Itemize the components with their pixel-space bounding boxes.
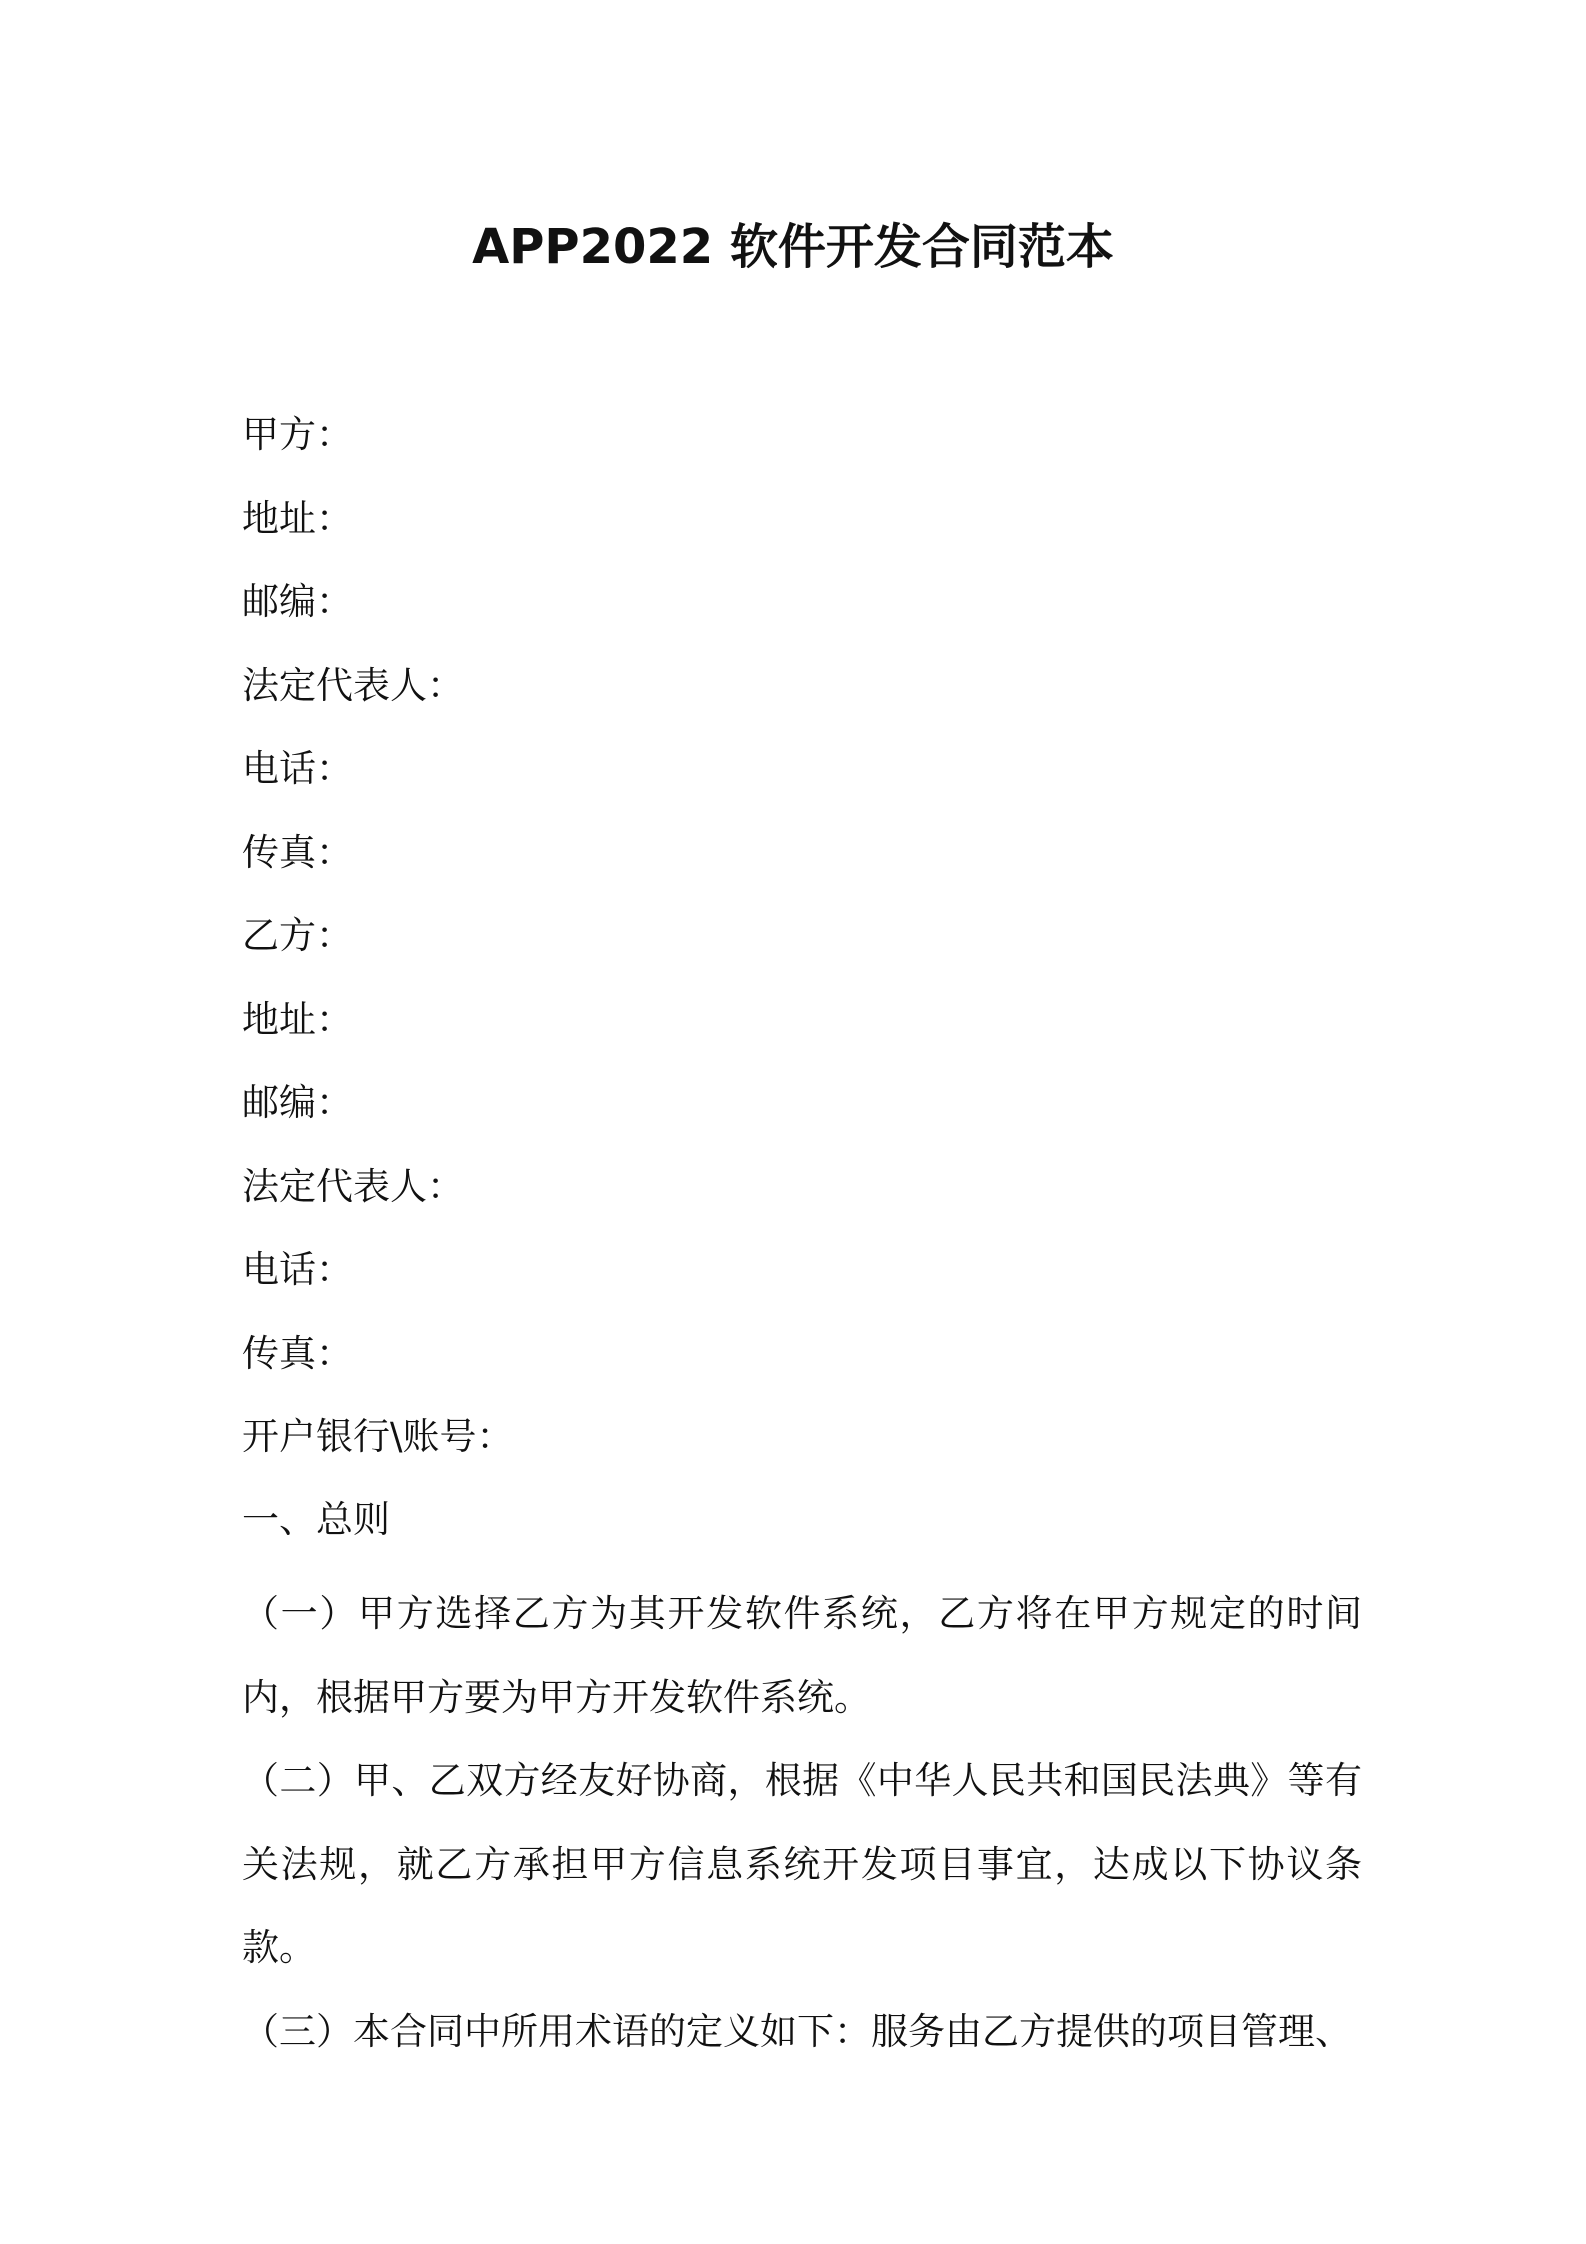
field-bank-account-b: 开户银行\账号： xyxy=(242,1415,514,1458)
field-address-b: 地址： xyxy=(242,997,353,1041)
document-body xyxy=(242,1572,1362,2073)
field-postcode-b: 邮编： xyxy=(242,1081,353,1124)
field-address-a: 地址： xyxy=(242,496,353,540)
field-party-b: 乙方： xyxy=(242,914,353,957)
paragraph-2: （二）甲、乙双方经友好协商，根据《中华人民共和国民法典》等有关法规，就乙方承担甲方信息系统开发项目事宜，达成以下协议条款。 xyxy=(242,1759,1362,1969)
field-fax-b: 传真： xyxy=(242,1331,353,1375)
party-info-list xyxy=(242,403,1392,1489)
section-heading-general: 一、总则 xyxy=(242,1498,390,1541)
field-fax-a: 传真： xyxy=(242,830,353,874)
field-phone-a: 电话： xyxy=(242,747,353,790)
document-title: APP2022 软件开发合同范本 xyxy=(472,219,1114,275)
paragraph-1: （一）甲方选择乙方为其开发软件系统，乙方将在甲方规定的时间内，根据甲方要为甲方开发软件系统。 xyxy=(242,1592,1362,1719)
field-legal-rep-b: 法定代表人： xyxy=(242,1164,464,1208)
field-legal-rep-a: 法定代表人： xyxy=(242,663,464,707)
field-postcode-a: 邮编： xyxy=(242,580,353,623)
field-party-a: 甲方： xyxy=(242,413,353,456)
field-phone-b: 电话： xyxy=(242,1248,353,1291)
paragraph-3: （三）本合同中所用术语的定义如下：服务由乙方提供的项目管理、 xyxy=(242,2009,1352,2053)
